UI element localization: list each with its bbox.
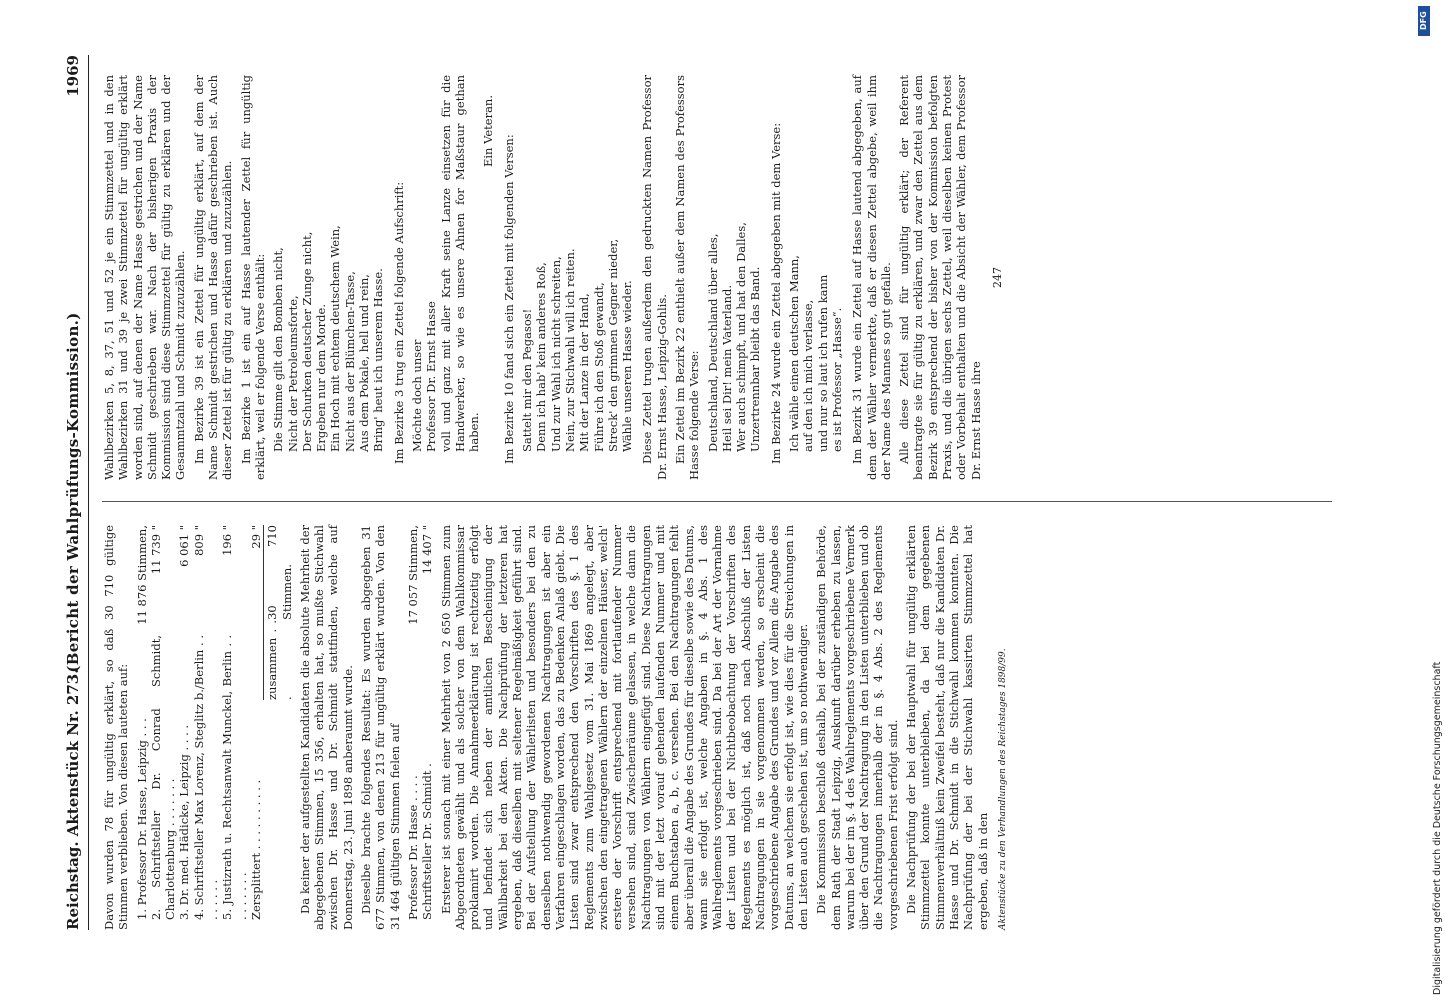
document-page xyxy=(58,55,1358,930)
paragraph: Ersterer ist sonach mit einer Mehrheit von 2 650 Stimmen zum Abgeordneten gewählt und als solcher von dem Wahlkommissar proklamirt worden. Die Annahmeerklärung ist rechtzeitig erfolgt und befindet sich neben der amtlichen Bescheinigung der Wählbarkeit bei den Akten. Die Nachprüfung der letzteren hat ergeben, daß dieselben mit seltener Regelmäßigkeit geführt sind. Bei der Aufstellung der Wählerlisten und besonders bei den zu denselben nothwendig gewordenen Nachtragungen ist aber ein Verfahren eingeschlagen worden, das zu Bedenken Anlaß giebt. Die Listen sind zwar entsprechend den Vorschriften des §. 1 des Reglements zum Wahlgesetz vom 31. Mai 1869 angelegt, aber zwischen den eingetragenen Wählern der einzelnen Häuser, welch' erstere der Vorschrift entsprechend mit fortlaufender Nummer versehen sind, sind Zwischenräume gelassen, in welche dann die Nachtragungen von Wählern eingefügt sind. Diese Nachtragungen sind mit der letzt vorauf gehenden laufenden Nummer und mit einem Buchstaben a, b, c. versehen. Bei den Nachtragungen fehlt aber überall die Angabe des Grundes für dieselbe sowie des Datums, wann sie erfolgt ist, welche Angaben in §. 4 Abs. 1 des Wahlreglements vorgeschrieben sind. Da bei der Art der Vornahme der Listen und bei der Nichtbeobachtung der Vorschriften des Reglements es möglich ist, daß noch nach Abschluß der Listen Nachtragungen in sie vorgenommen werden, so erscheint die vorgeschriebene Angabe des Grundes und vor Allem die Angabe des Datums, an welchem sie erfolgt ist, wie dies für die Streichungen in den Listen auch geschehen ist, um so nothwendiger. xyxy=(438,525,810,930)
paragraph: Im Bezirk 31 wurde ein Zettel auf Hasse lautend abgegeben, auf dem der Wähler vermerkte, daß er diesen Zettel abgebe, weil ihm der Name des Mannes so gut gefalle. xyxy=(850,75,893,480)
verse-line: Der Schurken deutscher Zunge nicht, xyxy=(299,231,314,452)
paragraph: Im Bezirke 24 wurde ein Zettel abgegeben mit dem Verse: xyxy=(768,122,783,464)
verse-block xyxy=(271,75,385,452)
verse-line: es ist Professor „Hasse“. xyxy=(829,307,844,452)
verse-line: Heil sei Dir! mein Vaterland. xyxy=(719,285,734,452)
verse-line: Ergeben nur dem Morde. xyxy=(314,303,329,452)
verse-line: Bring' heut ich unserem Hasse. xyxy=(371,268,386,452)
verse-block xyxy=(787,75,844,452)
paragraph: Im Bezirke 10 fand sich ein Zettel mit folgenden Versen: xyxy=(501,134,516,464)
verse-line: Nicht aus der Blümchen-Tasse, xyxy=(342,271,357,452)
left-column xyxy=(102,525,1347,930)
verse-line: Nicht der Petroleumsforte, xyxy=(285,295,300,452)
paragraph: Die Kommission beschloß deshalb, bei der zuständigen Behörde, dem Rath der Stadt Leipzig, Auskunft darüber erheben zu lassen, warum bei der im §. 4 des Wahlreglements vorgeschriebene Vermerk über den Grund der Nachtragung in den Listen unterblieben und ob die Nachtragungen innerhalb der in §. 4 Abs. 2 des Reglements vorgeschriebenen Frist erfolgt sind. xyxy=(814,525,900,930)
right-column xyxy=(102,75,1347,480)
verse-block xyxy=(520,75,634,452)
page-number-footer: 247 xyxy=(990,267,1004,288)
verse-line: Deutschland, Deutschland über alles, xyxy=(705,233,720,452)
paragraph: Wahlbezirken 5, 8, 37, 51 und 52 je ein Stimmzettel und in den Wahlbezirken 31 und 39 je zwei Stimmzettel für ungültig erklärt worden sind, auf denen der Name Hasse gestrichen und der Name Schmidt geschrieben war. Nach der bisherigen Praxis der Kommission sind diese Stimmzettel für gültig zu erklären und der Gesammtzahl und Schmidt zuzuzählen. xyxy=(102,75,188,480)
verse-line: Aus dem Pokale, hell und rein, xyxy=(357,274,372,452)
header-left: Reichstag. Aktenstück Nr. 273. xyxy=(64,668,82,930)
paragraph: Diese Zettel trugen außerdem den gedruckten Namen Professor Dr. Ernst Hasse, Leipzig-Gohlis. xyxy=(640,75,669,480)
verse-line: Ein Hoch mit echtem deutschem Wein, xyxy=(328,225,343,452)
verse-block xyxy=(706,75,763,452)
paragraph: Alle diese Zettel sind für ungültig erklärt; der Referent beantragte sie für gültig zu erklären, und zwar den Zettel aus dem Bezirk 39 entsprechend der bisher von der Kommission befolgten Praxis, und die übrigen sechs Zettel, weil dieselben keinen Protest oder Vorbehalt enthalten und die Absicht der Wähler, dem Professor Dr. Ernst Hasse ihre xyxy=(897,75,983,480)
paragraph: Da keiner der aufgestellten Kandidaten die absolute Mehrheit der abgegebenen Stimmen, 15 356, erhalten hat, so mußte Stichwahl zwischen Dr. Hasse und Dr. Schmidt stattfinden, welche auf Donnerstag, 23. Juni 1898 anberaumt wurde. xyxy=(297,525,355,930)
verse-line: Denn ich hab' kein anderes Roß, xyxy=(534,262,549,452)
verse-line: Ich wähle einen deutschen Mann, xyxy=(787,255,802,452)
verse-line: Streck' den grimmen Gegner nieder, xyxy=(605,238,620,452)
verse-line: voll und ganz mit aller Kraft seine Lanze einsetzen für die Handwerker, so wie es unsere Ahnen for Maßstaur gethan haben. xyxy=(438,75,482,452)
verse-line: Mit der Lanze in der Hand, xyxy=(577,293,592,452)
verse-line: Möchte doch unser xyxy=(409,339,424,452)
verse-line: Führe ich den Stoß gewandt, xyxy=(591,282,606,452)
verse-line: Professor Dr. Ernst Hasse xyxy=(424,301,439,452)
dfg-logo: DFG xyxy=(1418,6,1430,36)
vote-tally xyxy=(135,525,294,920)
paragraph: Dieselbe brachte folgendes Resultat: Es wurden abgegeben 31 677 Stimmen, von denen 213 für ungültig erklärt wurden. Von den 31 464 gültigen Stimmen fielen auf xyxy=(359,525,402,930)
tally-row: 1. Professor Dr. Hasse, Leipzig . . . 11 876 Stimmen, xyxy=(134,525,149,920)
page-number-header: 1969 xyxy=(64,55,82,97)
paragraph: Die Nachprüfung der bei der Hauptwahl für ungültig erklärten Stimmzettel konnte unterbleiben, da bei dem gegebenen Stimmenverhältniß kein Zweifel besteht, daß nur die Kandidaten Dr. Hasse und Dr. Schmidt in die Stichwahl kommen konnten. Die Nachprüfung der bei der Stichwahl kassirten Stimmzettel hat ergeben, daß in den xyxy=(904,525,990,930)
verse-line: Die Stimme gilt den Bomben nicht, xyxy=(271,247,286,452)
paragraph: Davon wurden 78 für ungültig erklärt, so daß 30 710 gültige Stimmen verblieben. Von diesen lauteten auf: xyxy=(102,525,131,930)
header-title: (Bericht der Wahlprüfungs-Kommission.) xyxy=(64,312,82,673)
verse-line: Sattelt mir den Pegasos! xyxy=(520,308,535,452)
tally-total: zusammen . . . 30 710 Stimmen. xyxy=(265,525,294,700)
tally-row: 5. Justizrath u. Rechtsanwalt Munckel, Berlin . . . . . . . . . 196 " xyxy=(220,525,249,920)
tally-row: 4. Schriftsteller Max Lorenz, Steglitz b./Berlin . . . . . . . . 809 " xyxy=(191,525,221,920)
tally-row: 3. Dr. med. Hädicke, Leipzig . . . . 6 061 " xyxy=(177,525,192,920)
verse-line: Wer auch schimpft, und hat den Dalles, xyxy=(734,222,749,452)
tally-row: Zersplittert . . . . . . . . . . 29 " xyxy=(248,525,263,920)
digitization-credit: Digitalisierung gefördert durch die Deutsche Forschungsgemeinschaft xyxy=(1432,661,1443,995)
column-divider xyxy=(102,501,1332,502)
paragraph: Ein Zettel im Bezirk 22 enthielt außer dem Namen des Professors Hasse folgende Verse: xyxy=(672,75,702,480)
paragraph: Im Bezirke 1 ist ein auf Hasse lautender Zettel für ungültig erklärt, weil er folgende Verse enthält: xyxy=(238,75,267,480)
paragraph: Im Bezirke 39 ist ein Zettel für ungültig erklärt, auf dem der Name Schmidt gestrichen und Hasse dafür geschrieben ist. Auch dieser Zettel ist für gültig zu erklären und zuzuzählen. xyxy=(191,75,235,480)
verse-line: Wähle unseren Hasse wieder. xyxy=(620,280,635,452)
signature: Ein Veteran. xyxy=(481,95,496,168)
verse-line: auf den ich mich verlasse, xyxy=(801,299,816,452)
tally-row: Professor Dr. Hasse . . . . 17 057 Stimmen, xyxy=(405,525,420,920)
verse-block xyxy=(410,75,496,452)
page-header xyxy=(58,55,89,930)
verse-line: und nur so laut ich rufen kann xyxy=(815,274,830,452)
verse-line: Und zur Wahl ich nicht schreiten, xyxy=(548,256,563,452)
paragraph: Im Bezirke 3 trug ein Zettel folgende Aufschrift: xyxy=(391,181,406,464)
verse-line: Unzertrennbar bleibt das Band. xyxy=(748,266,763,452)
tally-row: 2. Schriftsteller Dr. Conrad Schmidt, Charlottenburg . . . . . . . 11 739 " xyxy=(148,525,178,920)
tally-row: Schriftsteller Dr. Schmidt . 14 407 " xyxy=(420,525,435,920)
footnote: Aktenstücke zu den Verhandlungen des Reichstages 1898/99. xyxy=(997,648,1008,930)
verse-line: Nein, zur Stichwahl will ich reiten. xyxy=(562,248,577,452)
runoff-tally xyxy=(406,525,435,920)
